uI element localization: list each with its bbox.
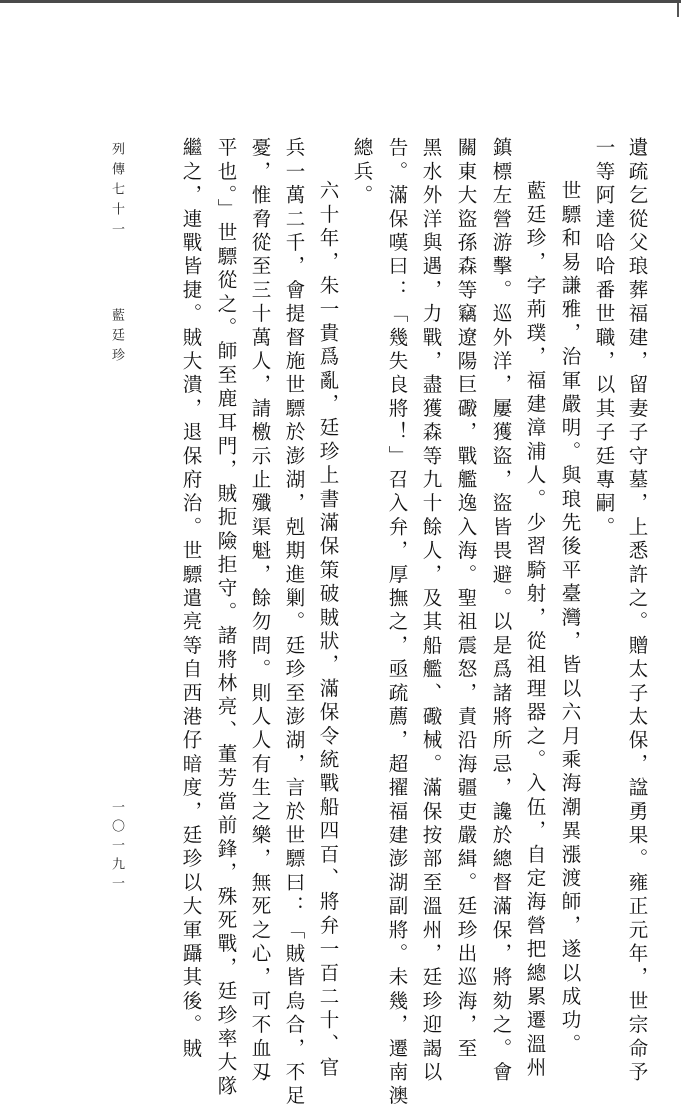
text-column-13: 平也。」世驃從之。師至鹿耳門，賊扼險拒守。諸將林亮、董芳當前鋒，殊死戰，廷珍率大隊 [214,137,238,1099]
subject-header: 藍廷珍 [109,308,124,368]
text-column-3: 世驃和易謙雅，治軍嚴明。與琅先後平臺灣，皆以六月乘海潮異漲渡師，遂以成功。 [558,180,582,1057]
text-column-14: 繼之，連戰皆捷。賊大潰，退保府治。世驃遣亮等自西港仔暗度，廷珍以大軍躡其後。賊 [179,137,203,1062]
text-column-1: 遺疏乞從父琅葬福建，留妻子守墓，上悉許之。贈太子太保，諡勇果。雍正元年，世宗命予 [625,137,649,1085]
text-column-11: 兵一萬二千，會提督施世驃於澎湖，剋期進剿。廷珍至澎湖，言於世驃曰：「賊皆烏合，不足 [282,137,306,1109]
text-column-12: 憂，惟脅從至三十萬人，請檄示止殲渠魁，餘勿問。則人人有生之樂，無死之心，可不血刄 [248,137,272,1085]
top-border-line [0,0,681,3]
text-column-4: 藍廷珍，字荊璞，福建漳浦人。少習騎射，從祖理器之。入伍，自定海營把總累遷溫州 [523,180,547,1081]
text-column-6: 關東大盜孫森等竊遼陽巨礮，戰艦逸入海。聖祖震怒，責沿海疆吏嚴緝。廷珍出巡海，至 [454,137,478,1062]
text-column-8: 告。滿保嘆曰：「幾失良將！」召入弁，厚撫之，亟疏薦，超擢福建澎湖副將。未幾，遷南澳 [385,137,409,1109]
page-number: 一〇一九一 [109,800,124,895]
corner-mark [677,3,679,17]
chapter-header: 列傳七十一 [109,142,124,242]
text-column-7: 黑水外洋與遇，力戰，盡獲森等九十餘人，及其船艦、礮械。滿保按部至溫州，廷珍迎謁以 [419,137,443,1085]
text-column-5: 鎮標左營游擊。巡外洋，屢獲盜，盜皆畏避。以是爲諸將所忌，讒於總督滿保，將劾之。會 [489,137,513,1085]
text-column-9: 總兵。 [350,137,374,209]
text-column-2: 一等阿達哈哈番世職，以其子廷專嗣。 [592,137,616,540]
text-column-10: 六十年，朱一貴爲亂，廷珍上書滿保策破賊狀，滿保令統戰船四百、將弁一百二十、官 [316,180,340,1081]
